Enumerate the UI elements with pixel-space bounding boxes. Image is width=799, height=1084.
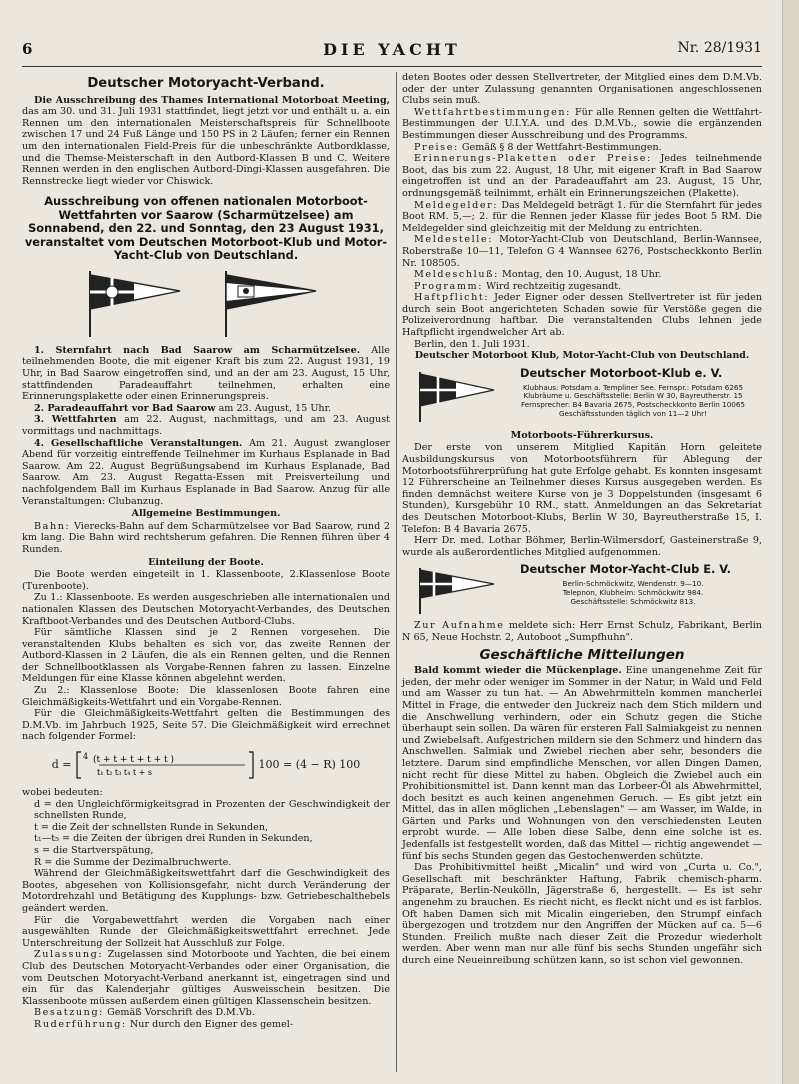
item-wettfahrten: 3. Wettfahrten am 22. August, nachmittags, und am 23. August vormittags und nachmittags. <box>22 414 390 437</box>
definition-item: d = den Ungleichförmigkeitsgrad in Prozenten der Geschwindigkeit der schnellsten Runde, <box>34 798 390 822</box>
signature-line: Deutscher Motorboot Klub, Motor-Yacht-Club von Deutschland. <box>414 350 750 362</box>
mueckenplage-paragraph: Bald kommt wieder die Mückenplage. Eine unangenehme Zeit für jeden, der mehr oder weniger im Sommer in der Natur, in Wald und Feld und am Wasser zu tun hat. — An Abwehrmitteln kommen mancherlei Mittel in Frage, die entweder den Juckreiz nach dem Stich mildern und die Anschwellung verhindern, oder ein Schutz gegen die Stiche überhaupt sein sollen. Da wären für ersteren Fall Salmiakgeist zu nennen und Zwiebelsaft. Aufgestrichen mildern sie den Schmerz und hindern das Anschwellen. Salmiak und Zwiebel riechen aber sehr, besonders die letztere. Darum sind empfindliche Menschen, vor allen Dingen Damen, nicht recht für diese Mittel zu haben. Obgleich die Zwiebel auch ein Prohibitionsmittel ist. Dann kennt man das Lorbeer-Öl als Abwehrmittel, doch besitzt es auch keinen angenehmen Geruch. — Es gibt jetzt ein Mittel, das in allen möglichen „Lebenslagen" — am Wasser, im Walde, in Gärten und Parks und Wohnungen von den verschiedensten Leuten erprobt wurde. — Alle loben diese Salbe, denn eine solche ist es. Jedenfalls ist festgestellt worden, daß das Mittel — richtig angewendet — fünf bis sechs Stunden gegen das Gestochenwerden schützte. <box>402 665 763 862</box>
micalin-paragraph: Das Prohibitivmittel heißt „Micalin" und wird von „Curta u. Co.", Gesellschaft mit beschränkter Haftung, Fabrik chemisch-pharm. Präparate, Berlin-Neukölln, Jägerstraße 6, hergestellt. — Es ist sehr angenehm zu brauchen. Es riecht nicht, es fleckt nicht und es ist farblos. Oft haben Damen sich mit Micalin eingerieben, den Strumpf einfach übergezogen und trotzdem nur den Angriffen der Mücken auf ca. 5—6 Stunden. Freilich mußte nach dieser Zeit die Prozedur wiederholt werden. Aber wenn man nur alle fünf bis sechs Stunden ungefähr sich durch eine Neueinreibung schützen kann, so ist schon viel gewonnen. <box>402 862 762 966</box>
saemtliche-klassen-paragraph: Für sämtliche Klassen sind je 2 Rennen vorgesehen. Die veranstaltenden Klubs behalten es sich vor, das zweite Rennen der Autbord-Klassen in 2 Läufen, die als ein Rennen gelten, und die Rennen der Schnellbootklassen als Vorgabe-Rennen fahren zu lassen. Einzelne Meldungen für eine Klasse können abgelehnt werden. <box>22 627 390 685</box>
programm-paragraph: Programm: Wird rechtzeitig zugesandt. <box>414 280 622 292</box>
definition-item: s = die Startverspätung, <box>34 845 154 856</box>
right-column <box>402 72 762 967</box>
einteilung-paragraph: Die Boote werden eingeteilt in 1. Klassenboote, 2.Klassenlose Boote (Turenboote). <box>22 569 390 592</box>
zulassung-paragraph: Zulassung: Zugelassen sind Motorboote und Yachten, die bei einem Club des Deutschen Motoryacht-Verbandes oder einer Organisation, die vom Deutschen Motoryacht-Verband anerkannt ist, eingetragen sind und ein für das Kalenderjahr gültiges Ausweisschein besitzen. Die Klassenboote müssen außerdem einen gültigen Klassenschein besitzen. <box>22 949 390 1007</box>
waehrend-paragraph: Während der Gleichmäßigkeitswettfahrt darf die Geschwindigkeit des Bootes, abgesehen von Kollisionsgefahr, nicht durch Veränderung der Motordrehzahl und Betätigung des Kupplungs- bzw. Getriebeschalthebels geändert werden. <box>22 868 390 914</box>
header-rule <box>22 66 762 67</box>
thames-paragraph: Die Ausschreibung des Thames International Motorboat Meeting, das am 30. und 31. Juli 1931 stattfindet, liegt jetzt vor und enthält u. a. ein Rennen um den internationalen Meisterschaftspreis für Schnellboote zwischen 17 und 24 Fuß Länge und 150 PS in 2 Läufen; ferner ein Rennen um den internationalen Field-Preis für die unbeschränkte Autbordklasse, und die Themse-Meisterschaft in den Autbord-Klassen B und C. Weitere Rennen werden in den englischen Autbord-Dingi-Klassen ausgefahren. Die Rennstrecke liegt wieder vor Chiswick. <box>22 94 390 187</box>
dmyc-pennant-icon <box>416 566 496 616</box>
item-paradeauffahrt: 2. Paradeauffahrt vor Bad Saarow am 23. August, 15 Uhr. <box>34 402 332 414</box>
club-dmk-title: Deutscher Motorboot-Klub e. V. <box>520 365 723 380</box>
club-pennant-left-icon <box>84 269 184 339</box>
formula-definitions <box>22 799 390 869</box>
club-dmyc-box <box>402 564 762 616</box>
section-heading-saarow: Ausschreibung von offenen nationalen Motorboot-Wettfahrten vor Saarow (Scharmützelsee) am Sonnabend, den 22. und Sonntag, den 23 August 1931, veranstaltet vom Deutschen Motorboot-Klub und Motor-Yacht-Club von Deutschland. <box>24 194 388 263</box>
bahn-paragraph: Bahn: Vierecks-Bahn auf dem Scharmützelsee vor Bad Saarow, rund 2 km lang. Die Bahn wird rechtsherum gefahren. Die Rennen führen über 4 Runden. <box>22 520 390 555</box>
meldestelle-paragraph: Meldestelle: Motor-Yacht-Club von Deutschland, Berlin-Wannsee, Roberstraße 10—11, Telefon G 4 Wannsee 6276, Postscheckkonto Berlin Nr. 108505. <box>402 234 762 269</box>
page-number: 6 <box>22 40 33 58</box>
aufnahme-paragraph: Zur Aufnahme meldete sich: Herr Ernst Schulz, Fabrikant, Berlin N 65, Neue Hochstr. 2, Autoboot „Sumpfhuhn". <box>402 620 762 643</box>
ruderfuehrung-paragraph: Ruderführung: Nur durch den Eigner des gemel- <box>34 1018 294 1030</box>
club-dmyc-title: Deutscher Motor-Yacht-Club E. V. <box>520 562 731 577</box>
preise-paragraph: Preise: Gemäß § 8 der Wettfahrt-Bestimmungen. <box>414 141 662 153</box>
kursus-paragraph: Der erste von unserem Mitglied Kapitän Horn geleitete Ausbildungskursus von Motorbootsführern für Ablegung der Motorbootsführerprüfung hat gute Erfolge gehabt. Es konnten insgesamt 12 Führerscheine an Teilnehmer dieses Kursus ausgegeben werden. Es finden demnächst weitere Kurse von je 3 Doppelstunden (insgesamt 6 Stunden), Kursgebühr 10 RM., statt. Anmeldungen an das Sekretariat des Deutschen Motorboot-Klubs, Berlin W 30, Bayreutherstraße 15, I. Telefon: B 4 Bavaria 2675. <box>402 442 762 535</box>
continuation-paragraph: deten Bootes oder dessen Stellvertreter, der Mitglied eines dem D.M.Vb. oder der unter Zulassung genannten Organisationen angeschlossenen Clubs sein muß. <box>402 72 762 107</box>
subheading-einteilung: Einteilung der Boote. <box>148 556 264 568</box>
left-column <box>22 72 390 1031</box>
magazine-title: DIE YACHT <box>323 40 461 59</box>
column-divider <box>396 72 397 1072</box>
club-dmyc-info: Berlin-Schmöckwitz, Wendenstr. 9—10. Telepnon, Klubheim: Schmöckwitz 984. Geschäftsstelle: Schmöckwitz 813. <box>562 579 704 606</box>
formula-bracket-icon <box>75 750 255 780</box>
meldeschluss-paragraph: Meldeschluß: Montag, den 10. August, 18 Uhr. <box>414 269 662 281</box>
date-line: Berlin, den 1. Juli 1931. <box>414 338 530 350</box>
page-header <box>22 40 762 64</box>
vorgabe-paragraph: Für die Vorgabewettfahrt werden die Vorgaben nach einer ausgewählten Runde der Gleichmäßigkeitswettfahrt errechnet. Jede Unterschreitung der Sollzeit hat Ausschluß zur Folge. <box>22 914 390 949</box>
boehmer-paragraph: Herr Dr. med. Lothar Böhmer, Berlin-Wilmersdorf, Gasteinerstraße 9, wurde als außerordentliches Mitglied aufgenommen. <box>402 535 762 558</box>
gleichmaessigkeit-paragraph: Für die Gleichmäßigkeits-Wettfahrt gelten die Bestimmungen des D.M.Vb. im Jahrbuch 1925, Seite 57. Die Gleichmäßigkeit wird errechnet nach folgender Formel: <box>22 708 390 743</box>
meldegelder-paragraph: Meldegelder: Das Meldegeld beträgt 1. für die Sternfahrt für jedes Boot RM. 5,—; 2. für die Rennen jeder Klasse für jedes Boot 5 RM. Die Meldegelder sind gleichzeitig mit der Meldung zu entrichten. <box>402 199 762 234</box>
club-dmk-box <box>402 365 762 426</box>
zu1-paragraph: Zu 1.: Klassenboote. Es werden ausgeschrieben alle internationalen und nationalen Klassen des Deutschen Motoryacht-Verbandes, des Deutschen Kraftboot-Verbandes und des Deutschen Autbord-Clubs. <box>22 592 390 627</box>
club-pennant-right-icon <box>220 269 320 339</box>
wettfahrtbestimmungen-paragraph: Wettfahrtbestimmungen: Für alle Rennen gelten die Wettfahrt-Bestimmungen der U.I.Y.A. und des D.M.Vb., sowie die ergänzenden Bestimmungen dieser Ausschreibung und des Programms. <box>402 106 762 141</box>
wobei-label: wobei bedeuten: <box>22 787 103 799</box>
svg-text:4: 4 <box>82 752 89 762</box>
haftpflicht-paragraph: Haftpflicht: Jeder Eigner oder dessen Stellvertreter ist für jeden durch sein Boot angerichteten Schaden sowie für Verstöße gegen die Polizeiverordnung haftbar. Die veranstaltenden Clubs lehnen jede Haftpflicht irgendwelcher Art ab. <box>402 292 762 339</box>
section-heading-geschaeftliche: Geschäftliche Mitteilungen <box>479 646 685 663</box>
section-heading-dmyv: Deutscher Motoryacht-Verband. <box>87 76 325 91</box>
subheading-allgemein: Allgemeine Bestimmungen. <box>131 508 281 520</box>
subheading-kursus: Motorboots-Führerkursus. <box>510 429 654 441</box>
svg-text:t₁ t₂ t₃ t₄ t +: t₁ t₂ t₃ t₄ t + s <box>96 768 152 778</box>
pennants-figure <box>22 269 390 339</box>
formula: d = 4 (t + t + t + t + t ) t₁ t₂ t₃ t₄ t + s 100 = (4 − R) 100 <box>22 749 390 781</box>
page-edge <box>782 0 799 1084</box>
definition-item: R = die Summe der Dezimalbruchwerte. <box>34 856 232 868</box>
club-dmk-info: Klubhaus: Potsdam a. Templiner See. Fernspr.: Potsdam 6265 Klubräume u. Geschäftsstelle: Berlin W 30, Bayreutherstr. 15 Fernsprecher: B4 Bavaria 2675, Postscheckkonto Berlin 10065 Geschäftsstunden täglich von 11—2 Uhr! <box>520 382 745 418</box>
svg-text:(t + t + t + t +: (t + t + t + t + t ) <box>92 755 175 766</box>
item-sternfahrt: 1. Sternfahrt nach Bad Saarow am Scharmützelsee. Alle teilnehmenden Boote, die mit eigener Kraft bis zum 22. August 1931, 19 Uhr, in Bad Saarow eingetroffen sind, und an der am 23. August, 15 Uhr, stattfindenden Paradeauffahrt teilnehmen, erhalten eine Erinnerungsplakette oder einen Erinnerungspreis. <box>22 344 390 403</box>
item-gesellschaft: 4. Gesellschaftliche Veranstaltungen. Am 21. August zwangloser Abend für vorzeitig eintreffende Teilnehmer im Kurhaus Esplanade in Bad Saarow. Am 22. August Begrüßungsabend im Kurhaus Esplanade, Bad Saarow. Am 23. August Regatta-Essen mit Preisverteilung und nachfolgendem Ball im Kurhaus Esplanade in Bad Saarow. Anzug für alle Veranstaltungen: Clubanzug. <box>22 437 390 507</box>
erinnerung-paragraph: Erinnerungs-Plaketten oder Preise: Jedes teilnehmende Boot, das bis zum 22. August, 18 Uhr, mit eigener Kraft in Bad Saarow eingetroffen ist und an der Paradeauffahrt am 23. August, 15 Uhr, ordnungsgemäß teilnimmt, erhält ein Erinnerungszeichen (Plakette). <box>402 153 762 199</box>
issue-number: Nr. 28/1931 <box>677 40 762 56</box>
besatzung-paragraph: Besatzung: Gemäß Vorschrift des D.M.Vb. <box>34 1007 255 1019</box>
dmk-pennant-icon <box>416 370 496 424</box>
zu2-paragraph: Zu 2.: Klassenlose Boote: Die klassenlosen Boote fahren eine Gleichmäßigkeits-Wettfahrt und ein Vorgabe-Rennen. <box>22 685 390 708</box>
definition-item: t₁—t₅ = die Zeiten der übrigen drei Runden in Sekunden, <box>34 833 313 845</box>
definition-item: t = die Zeit der schnellsten Runde in Sekunden, <box>34 821 269 833</box>
